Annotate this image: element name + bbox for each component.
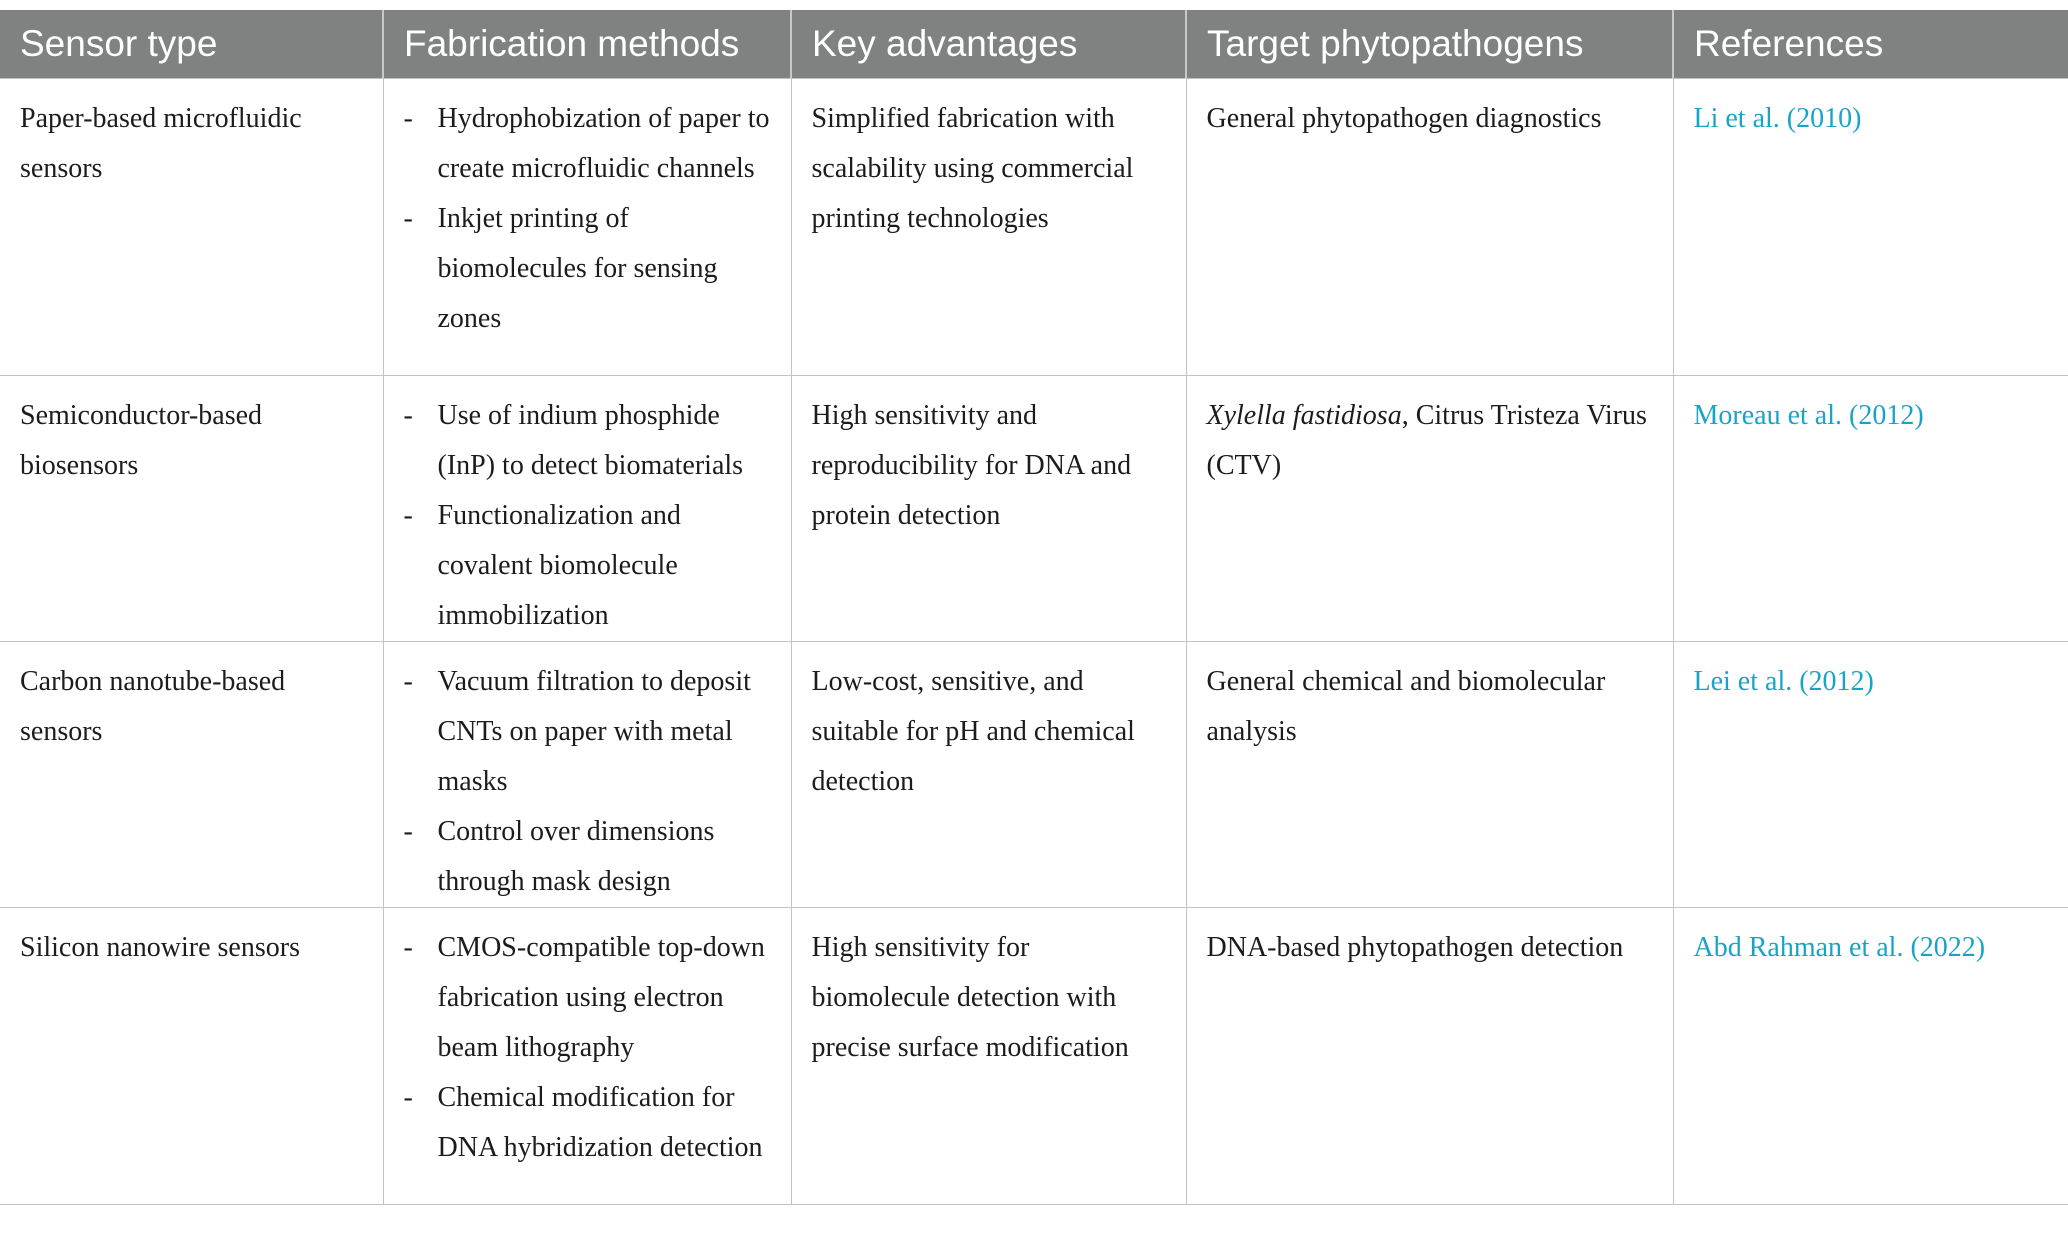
- method-text: CMOS-compatible top-down fabrication using electron beam lithography: [437, 932, 765, 1063]
- reference-cell: [1673, 642, 2068, 908]
- method-item: [404, 807, 771, 907]
- method-text: Use of indium phosphide (InP) to detect biomaterials: [437, 400, 744, 481]
- key-advantages-cell: High sensitivity for biomolecule detection with precise surface modification: [791, 908, 1186, 1205]
- bullet-dash: -: [403, 816, 413, 847]
- table-body: [0, 79, 2068, 1205]
- sensor-type-cell: Carbon nanotube-based sensors: [0, 642, 383, 908]
- method-item: [404, 923, 771, 1073]
- method-text: Hydrophobization of paper to create microfluidic channels: [437, 103, 770, 184]
- table-row: [0, 79, 2068, 376]
- method-item: [404, 491, 771, 641]
- methods-list: [404, 657, 771, 907]
- reference-link[interactable]: Moreau et al. (2012): [1693, 400, 1924, 431]
- key-advantages-cell: Low-cost, sensitive, and suitable for pH and chemical detection: [791, 642, 1186, 908]
- header-fabrication-methods: Fabrication methods: [383, 10, 791, 79]
- methods-list: [404, 391, 771, 641]
- sensor-comparison-table: [0, 10, 2068, 1205]
- header-references: References: [1673, 10, 2068, 79]
- reference-link[interactable]: Li et al. (2010): [1693, 103, 1862, 134]
- table-container: [0, 10, 2068, 1205]
- bullet-dash: -: [403, 400, 413, 431]
- method-item: [404, 94, 771, 194]
- table-row: [0, 376, 2068, 642]
- bullet-dash: -: [403, 500, 413, 531]
- method-item: [404, 391, 771, 491]
- target-italic-text: Xylella fastidiosa: [1206, 400, 1402, 431]
- target-phytopathogens-cell: [1186, 376, 1673, 642]
- bullet-dash: -: [403, 103, 413, 134]
- bullet-dash: -: [403, 203, 413, 234]
- target-phytopathogens-cell: [1186, 642, 1673, 908]
- bullet-dash: -: [403, 1082, 413, 1113]
- method-item: [404, 194, 771, 344]
- header-sensor-type: Sensor type: [0, 10, 383, 79]
- method-text: Vacuum filtration to deposit CNTs on paper with metal masks: [437, 666, 751, 797]
- reference-cell: [1673, 376, 2068, 642]
- reference-link[interactable]: Lei et al. (2012): [1693, 666, 1874, 697]
- fabrication-methods-cell: [383, 376, 791, 642]
- target-text: , Citrus Tristeza Virus (CTV): [1206, 400, 1647, 481]
- table-row: [0, 642, 2068, 908]
- reference-link[interactable]: Abd Rahman et al. (2022): [1693, 932, 1986, 963]
- table-row: [0, 908, 2068, 1205]
- sensor-type-cell: Silicon nanowire sensors: [0, 908, 383, 1205]
- sensor-type-cell: Paper-based microfluidic sensors: [0, 79, 383, 376]
- target-text: General phytopathogen diagnostics: [1206, 103, 1602, 134]
- methods-list: [404, 94, 771, 344]
- bullet-dash: -: [403, 666, 413, 697]
- method-text: Control over dimensions through mask design: [437, 816, 715, 897]
- target-text: DNA-based phytopathogen detection: [1206, 932, 1624, 963]
- target-phytopathogens-cell: [1186, 908, 1673, 1205]
- header-key-advantages: Key advantages: [791, 10, 1186, 79]
- reference-cell: [1673, 908, 2068, 1205]
- key-advantages-cell: Simplified fabrication with scalability using commercial printing technologies: [791, 79, 1186, 376]
- method-item: [404, 1073, 771, 1173]
- fabrication-methods-cell: [383, 642, 791, 908]
- fabrication-methods-cell: [383, 908, 791, 1205]
- key-advantages-cell: High sensitivity and reproducibility for DNA and protein detection: [791, 376, 1186, 642]
- method-item: [404, 657, 771, 807]
- table-header: [0, 10, 2068, 79]
- header-target-phytopathogens: Target phytopathogens: [1186, 10, 1673, 79]
- target-text: General chemical and biomolecular analysis: [1206, 666, 1606, 747]
- target-phytopathogens-cell: [1186, 79, 1673, 376]
- method-text: Inkjet printing of biomolecules for sensing zones: [437, 203, 718, 334]
- fabrication-methods-cell: [383, 79, 791, 376]
- sensor-type-cell: Semiconductor-based biosensors: [0, 376, 383, 642]
- header-row: [0, 10, 2068, 79]
- method-text: Functionalization and covalent biomolecule immobilization: [437, 500, 681, 631]
- bullet-dash: -: [403, 932, 413, 963]
- methods-list: [404, 923, 771, 1173]
- reference-cell: [1673, 79, 2068, 376]
- method-text: Chemical modification for DNA hybridization detection: [437, 1082, 763, 1163]
